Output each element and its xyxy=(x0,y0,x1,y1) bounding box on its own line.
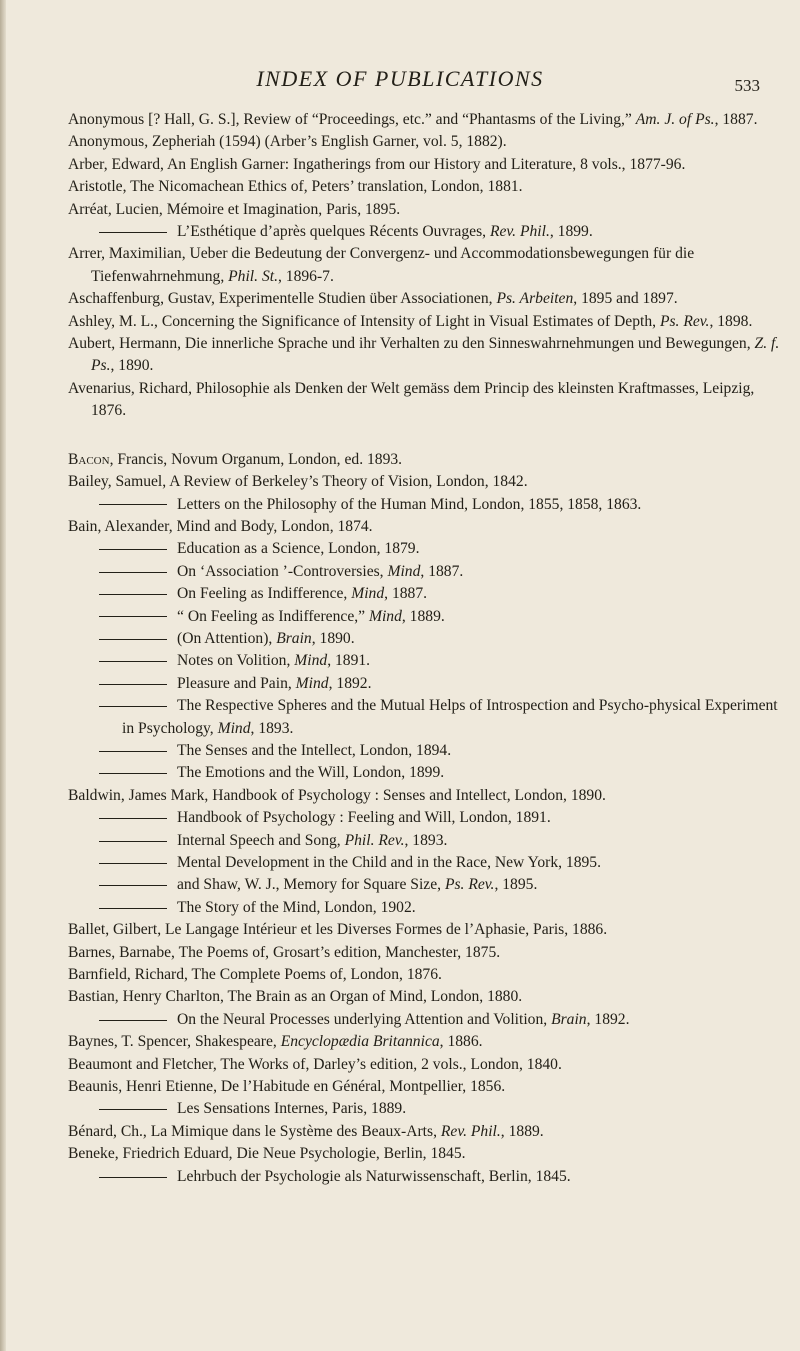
entry-text: , 1890. xyxy=(110,357,154,375)
index-subentry xyxy=(68,538,784,560)
entry-text: Baldwin, James Mark, Handbook of Psychology : Senses and Intellect, London, 1890. xyxy=(68,786,606,804)
index-entry xyxy=(68,964,784,986)
index-entry xyxy=(68,986,784,1008)
entry-text: , 1896-7. xyxy=(277,267,334,285)
entry-text: On the Neural Processes underlying Attention and Volition, xyxy=(177,1010,552,1028)
index-subentry xyxy=(68,830,784,852)
ditto-dash xyxy=(99,1020,167,1021)
entry-text: , 1887. xyxy=(420,562,464,580)
entry-text: L’Esthétique d’après quelques Récents Ouvrages, xyxy=(177,223,490,241)
journal-title: Mind xyxy=(294,652,328,670)
index-entry xyxy=(68,942,784,964)
ditto-dash xyxy=(99,549,167,550)
index-entry xyxy=(68,311,784,333)
ditto-dash xyxy=(99,841,167,842)
page-number: 533 xyxy=(734,76,760,95)
entry-text: The Emotions and the Will, London, 1899. xyxy=(177,764,445,782)
entry-text: , 1898. xyxy=(709,312,753,330)
ditto-dash xyxy=(99,1177,167,1178)
journal-title: Mind xyxy=(368,607,402,625)
index-subentry xyxy=(68,1098,784,1120)
entry-text: , 1895 and 1897. xyxy=(573,290,678,308)
ditto-dash xyxy=(99,863,167,864)
journal-title: Brain xyxy=(551,1010,587,1028)
index-subentry xyxy=(68,762,784,784)
entry-text: Bénard, Ch., La Mimique dans le Système des Beaux-Arts, xyxy=(68,1122,441,1140)
page-binding-shadow xyxy=(0,0,6,1351)
index-subentry xyxy=(68,740,784,762)
entry-text: (On Attention), xyxy=(177,629,277,647)
entry-text: Bastian, Henry Charlton, The Brain as an Organ of Mind, London, 1880. xyxy=(68,988,523,1006)
index-entry xyxy=(68,199,784,221)
index-subentry xyxy=(68,221,784,243)
index-entry xyxy=(68,1143,784,1165)
index-subentry xyxy=(68,583,784,605)
index-subentry xyxy=(68,1009,784,1031)
entry-text: , 1892. xyxy=(586,1010,630,1028)
entry-text: The Senses and the Intellect, London, 1894. xyxy=(177,741,452,759)
entry-text: Avenarius, Richard, Philosophie als Denken der Welt gemäss dem Princip des kleinsten Kraftmasses, Leipzig, 1876. xyxy=(68,379,755,420)
index-subentry xyxy=(68,650,784,672)
entry-text: Anonymous [? Hall, G. S.], Review of “Proceedings, etc.” and “Phantasms of the Living,” xyxy=(68,111,636,128)
entry-text: Bailey, Samuel, A Review of Berkeley’s Theory of Vision, London, 1842. xyxy=(68,473,528,491)
ditto-dash xyxy=(99,751,167,752)
entry-text: Arber, Edward, An English Garner: Ingatherings from our History and Literature, 8 vols., 1877-96. xyxy=(68,155,686,173)
journal-title: Ps. Arbeiten xyxy=(496,290,574,308)
index-subentry xyxy=(68,695,784,740)
entry-text: Education as a Science, London, 1879. xyxy=(177,540,420,558)
ditto-dash xyxy=(99,616,167,617)
journal-title: Brain xyxy=(276,629,312,647)
entry-text: Barnes, Barnabe, The Poems of, Grosart’s edition, Manchester, 1875. xyxy=(68,943,501,961)
entry-text: The Story of the Mind, London, 1902. xyxy=(177,898,416,916)
ditto-dash xyxy=(99,504,167,505)
entry-text: , 1899. xyxy=(549,223,593,241)
index-subentry xyxy=(68,1166,784,1188)
index-entry xyxy=(68,378,784,423)
index-entry xyxy=(68,243,784,288)
index-entry xyxy=(68,919,784,941)
journal-title: Z. f. Ps. xyxy=(91,335,780,375)
entry-text: Ashley, M. L., Concerning the Significance of Intensity of Light in Visual Estimates of Depth, xyxy=(68,312,660,330)
entry-text: Notes on Volition, xyxy=(177,652,295,670)
ditto-dash xyxy=(99,594,167,595)
entry-text: , 1891. xyxy=(327,652,371,670)
entry-text: Aschaffenburg, Gustav, Experimentelle Studien über Associationen, xyxy=(68,290,497,308)
ditto-dash xyxy=(99,639,167,640)
index-subentry xyxy=(68,606,784,628)
entry-text: Bacon xyxy=(68,450,110,468)
entry-text: Bain, Alexander, Mind and Body, London, 1874. xyxy=(68,517,373,535)
index-subentry xyxy=(68,852,784,874)
entry-text: Baynes, T. Spencer, Shakespeare, xyxy=(68,1033,281,1051)
entry-text: , Francis, Novum Organum, London, ed. 1893. xyxy=(109,450,403,468)
entry-text: Aubert, Hermann, Die innerliche Sprache und ihr Verhalten zu den Sinneswahrnehmungen und Bewegungen, xyxy=(68,335,755,353)
index-entry xyxy=(68,1054,784,1076)
ditto-dash xyxy=(99,232,167,233)
index-entry xyxy=(68,176,784,198)
index-entry xyxy=(68,516,784,538)
entry-text: and Shaw, W. J., Memory for Square Size, xyxy=(177,876,445,894)
index-entry xyxy=(68,154,784,176)
entry-text: “ On Feeling as Indifference,” xyxy=(177,607,369,625)
entry-text: , 1887. xyxy=(714,111,758,128)
journal-title: Rev. Phil. xyxy=(440,1122,501,1140)
index-entry xyxy=(68,1121,784,1143)
entry-text: , 1895. xyxy=(494,876,538,894)
index-subentry xyxy=(68,897,784,919)
entry-text: , 1893. xyxy=(404,831,448,849)
index-entry xyxy=(68,333,784,378)
running-title: INDEX OF PUBLICATIONS xyxy=(256,66,544,91)
journal-title: Ps. Rev. xyxy=(444,876,495,894)
journal-title: Mind xyxy=(217,719,251,737)
journal-title: Ps. Rev. xyxy=(659,312,710,330)
entry-text: Arrer, Maximilian, Ueber die Bedeutung der Convergenz- und Accommodationsbewegungen für die Tiefenwahrnehmung, xyxy=(68,245,695,285)
entry-text: On ‘Association ’-Controversies, xyxy=(177,562,388,580)
journal-title: Encyclopædia Britannica xyxy=(280,1033,440,1051)
index-entry xyxy=(68,449,784,471)
ditto-dash xyxy=(99,885,167,886)
index-subentry xyxy=(68,561,784,583)
entry-text: , 1889. xyxy=(500,1122,544,1140)
entry-text: Les Sensations Internes, Paris, 1889. xyxy=(177,1100,407,1118)
journal-title: Mind xyxy=(351,585,385,603)
entry-text: Aristotle, The Nicomachean Ethics of, Peters’ translation, London, 1881. xyxy=(68,178,523,196)
entry-text: , 1889. xyxy=(401,607,445,625)
entry-text: Internal Speech and Song, xyxy=(177,831,345,849)
ditto-dash xyxy=(99,706,167,707)
index-entry xyxy=(68,131,784,153)
entry-text: , 1893. xyxy=(250,719,294,737)
journal-title: Rev. Phil. xyxy=(489,223,550,241)
entry-text: , 1890. xyxy=(311,629,355,647)
index-subentry xyxy=(68,807,784,829)
entry-text: , 1886. xyxy=(439,1033,483,1051)
entry-text: Anonymous, Zepheriah (1594) (Arber’s English Garner, vol. 5, 1882). xyxy=(68,133,507,151)
index-entry xyxy=(68,785,784,807)
entry-text: Barnfield, Richard, The Complete Poems of, London, 1876. xyxy=(68,966,442,984)
index-entry xyxy=(68,109,784,131)
ditto-dash xyxy=(99,818,167,819)
ditto-dash xyxy=(99,773,167,774)
journal-title: Phil. St. xyxy=(228,267,278,285)
journal-title: Am. J. of Ps. xyxy=(635,111,715,128)
index-subentry xyxy=(68,874,784,896)
index-entry xyxy=(68,1076,784,1098)
index-subentry xyxy=(68,673,784,695)
entry-text: Beneke, Friedrich Eduard, Die Neue Psychologie, Berlin, 1845. xyxy=(68,1145,466,1163)
index-entry xyxy=(68,471,784,493)
ditto-dash xyxy=(99,908,167,909)
entry-text: On Feeling as Indifference, xyxy=(177,585,352,603)
entry-text: , 1887. xyxy=(384,585,428,603)
ditto-dash xyxy=(99,572,167,573)
entry-text: Beaunis, Henri Etienne, De l’Habitude en Général, Montpellier, 1856. xyxy=(68,1078,506,1096)
journal-title: Mind xyxy=(387,562,421,580)
index-entry xyxy=(68,1031,784,1053)
ditto-dash xyxy=(99,684,167,685)
entry-text: , 1892. xyxy=(328,674,372,692)
journal-title: Phil. Rev. xyxy=(344,831,405,849)
bibliography-entries xyxy=(68,109,784,1188)
entry-text: Beaumont and Fletcher, The Works of, Darley’s edition, 2 vols., London, 1840. xyxy=(68,1055,562,1073)
entry-text: The Respective Spheres and the Mutual Helps of Introspection and Psycho-physical Experiment in Psychology, xyxy=(122,697,778,737)
entry-text: Handbook of Psychology : Feeling and Will, London, 1891. xyxy=(177,809,551,827)
entry-text: Arréat, Lucien, Mémoire et Imagination, Paris, 1895. xyxy=(68,200,401,218)
entry-text: Letters on the Philosophy of the Human Mind, London, 1855, 1858, 1863. xyxy=(177,495,642,513)
entry-text: Lehrbuch der Psychologie als Naturwissenschaft, Berlin, 1845. xyxy=(177,1167,571,1185)
entry-text: Pleasure and Pain, xyxy=(177,674,296,692)
entry-text: Mental Development in the Child and in the Race, New York, 1895. xyxy=(177,854,601,871)
page-header xyxy=(0,66,800,96)
section-gap xyxy=(68,423,784,449)
index-entry xyxy=(68,288,784,310)
ditto-dash xyxy=(99,661,167,662)
index-subentry xyxy=(68,494,784,516)
index-subentry xyxy=(68,628,784,650)
journal-title: Mind xyxy=(295,674,329,692)
entry-text: Ballet, Gilbert, Le Langage Intérieur et les Diverses Formes de l’Aphasie, Paris, 1886. xyxy=(68,921,608,939)
ditto-dash xyxy=(99,1109,167,1110)
